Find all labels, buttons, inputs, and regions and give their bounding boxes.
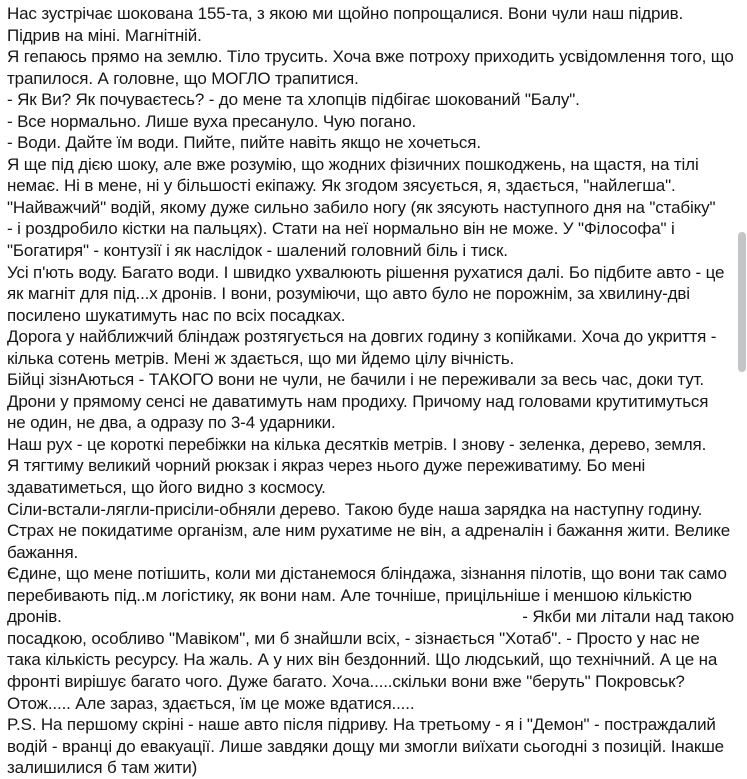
text-line: Я тягтиму великий чорний рюкзак і якраз через нього дуже переживатиму. Бо мені xyxy=(7,456,646,476)
text-line: кілька сотень метрів. Мені ж здається, що ми йдемо цілу вічність. xyxy=(7,348,515,368)
text-line: така кількість ресурсу. На жаль. А у них він бездонний. Що людський, що технічний. А це на xyxy=(7,650,718,670)
text-line: "Богатиря" - контузії і як наслідок - шалений головний біль і тиск. xyxy=(7,241,508,261)
text-line: - Як Ви? Як почуваєтесь? - до мене та хлопців підбігає шокований "Балу". xyxy=(7,90,580,110)
text-line: залишилися б там жити) xyxy=(7,758,198,778)
text-line-right: - Якби ми літали над такою xyxy=(522,607,734,627)
text-line: посилено шукатимуть нас по всіх посадках. xyxy=(7,305,346,325)
text-line: Я ще під дією шоку, але вже розумію, що жодних фізичних пошкоджень, на щастя, на тілі xyxy=(7,154,699,174)
text-line: Дорога у найближчий бліндаж розтягується на довгих годину з копійками. Хоча до укриття - xyxy=(7,327,717,347)
text-line: перебивають під..м логістику, як вони нам. Але точніше, прицільніше і меншою кількістю xyxy=(7,585,692,605)
text-line: Усі п'ють воду. Багато води. І швидко ухвалюють рішення рухатися далі. Бо підбите авто - це xyxy=(7,262,725,282)
text-line: фронті вирішує багато чого. Дуже багато. Хоча.....скільки вони вже "беруть" Покровськ? xyxy=(7,671,685,691)
text-line-left: дронів. xyxy=(7,607,62,627)
text-line: P.S. На першому скріні - наше авто після підриву. На третьому - я і "Демон" - постраждалий xyxy=(7,715,716,735)
text-line: Наш рух - це короткі перебіжки на кілька десятків метрів. І знову - зеленка, дерево, земля. xyxy=(7,434,707,454)
text-line: водій - вранці до евакуації. Лише завдяки дощу ми змогли виїхати сьогодні з позицій. Інакше xyxy=(7,736,724,756)
text-line: посадкою, особливо "Мавіком", ми б знайшли всіх, - зізнається "Хотаб". - Просто у нас не xyxy=(7,628,700,648)
text-line: - і роздробило кістки на пальцях). Стати на неї нормально він не може. У "Філософа" і xyxy=(7,219,675,239)
scrollbar-thumb[interactable] xyxy=(738,232,746,372)
text-line: як магніт для під...х дронів. І вони, розуміючи, що авто було не порожнім, за хвилину-дві xyxy=(7,284,690,304)
text-line: Я гепаюсь прямо на землю. Тіло трусить. Хоча вже потроху приходить усвідомлення того, що xyxy=(7,47,734,67)
text-line: бажання. xyxy=(7,542,79,562)
text-line: Дрони у прямому сенсі не даватимуть нам продиху. Причому над головами крутитимуться xyxy=(7,391,709,411)
document-text xyxy=(7,3,734,779)
text-line: "Найважчий" водій, якому дуже сильно забило ногу (як зясують наступного дня на "стабіку" xyxy=(7,197,716,217)
text-line: Підрив на міні. Магнітній. xyxy=(7,25,202,45)
text-line: Отож..... Але зараз, здається, їм це може вдатися..... xyxy=(7,693,415,713)
text-line: Єдине, що мене потішить, коли ми дістанемося бліндажа, зізнання пілотів, що вони так само xyxy=(7,564,727,584)
text-line: Сіли-встали-лягли-присіли-обняли дерево. Такою буде наша зарядка на наступну годину. xyxy=(7,499,703,519)
text-line: немає. Ні в мене, ні у більшості екіпажу. Як згодом зясується, я, здається, "найлегша". xyxy=(7,176,676,196)
text-line: не один, не два, а одразу по 3-4 ударники. xyxy=(7,413,336,433)
text-line: Бійці зізнАються - ТАКОГО вони не чули, не бачили і не переживали за весь час, доки тут. xyxy=(7,370,704,390)
text-line: здаватиметься, що його видно з космосу. xyxy=(7,478,326,498)
text-line: трапилося. А головне, що МОГЛО трапитися. xyxy=(7,68,359,88)
text-line: - Води. Дайте їм води. Пийте, пийте навіть якщо не хочеться. xyxy=(7,133,481,153)
text-line: Страх не покидатиме організм, але ним рухатиме не він, а адреналін і бажання жити. Велике xyxy=(7,521,731,541)
text-line: - Все нормально. Лише вуха пресануло. Чую погано. xyxy=(7,111,417,131)
text-line: Нас зустрічає шокована 155-та, з якою ми щойно попрощалися. Вони чули наш підрив. xyxy=(7,4,684,23)
text-line xyxy=(7,606,734,628)
